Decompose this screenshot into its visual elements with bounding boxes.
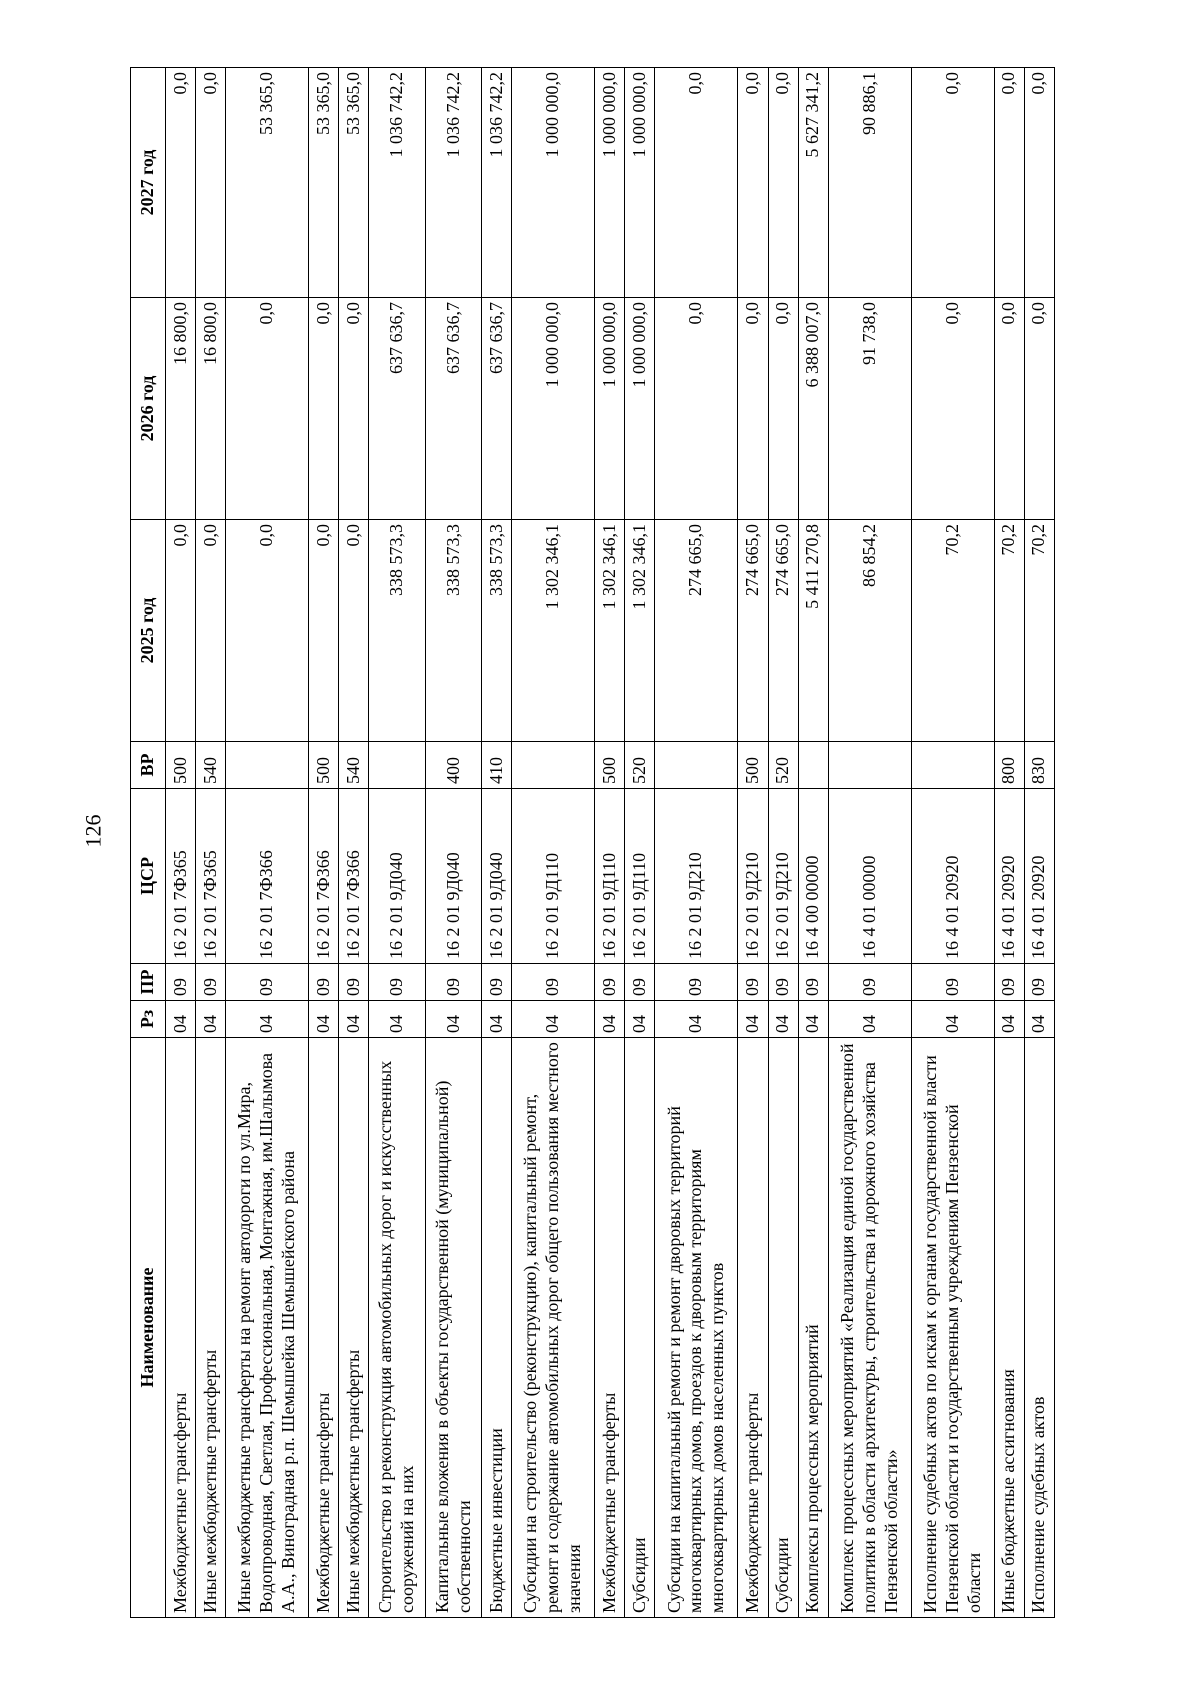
table-header [131,68,166,1618]
cell-csr: 16 2 01 7Ф366 [309,789,339,964]
cell-rz: 04 [595,1001,625,1038]
cell-2027: 0,0 [911,68,994,298]
table-body [166,68,1055,1618]
cell-2027: 0,0 [768,68,798,298]
cell-2026: 637 636,7 [482,298,512,520]
cell-2026: 1 000 000,0 [512,298,595,520]
cell-2027: 53 365,0 [339,68,369,298]
cell-csr: 16 2 01 9Д110 [512,789,595,964]
cell-2027: 53 365,0 [309,68,339,298]
cell-2026: 637 636,7 [369,298,426,520]
cell-rz: 04 [828,1001,911,1038]
cell-name: Исполнение судебных актов по искам к органам государственной власти Пензенской области и государственным учреждениям Пензенской области [911,1038,994,1618]
table-row [309,68,339,1618]
cell-2027: 0,0 [196,68,226,298]
header-row [131,68,166,1618]
cell-rz: 04 [798,1001,828,1038]
cell-2026: 0,0 [738,298,768,520]
cell-csr: 16 4 01 20920 [1024,789,1054,964]
table-row [911,68,994,1618]
cell-2026: 16 800,0 [196,298,226,520]
table-row [339,68,369,1618]
cell-vr: 830 [1024,742,1054,789]
cell-name: Межбюджетные трансферты [595,1038,625,1618]
cell-vr: 540 [339,742,369,789]
cell-rz: 04 [166,1001,196,1038]
cell-rz: 04 [512,1001,595,1038]
rotated-table-wrapper [130,68,1055,1618]
cell-2026: 6 388 007,0 [798,298,828,520]
cell-rz: 04 [425,1001,482,1038]
cell-2025: 274 665,0 [738,520,768,742]
cell-2027: 0,0 [166,68,196,298]
cell-2025: 86 854,2 [828,520,911,742]
table-row [994,68,1024,1618]
cell-csr: 16 2 01 9Д040 [369,789,426,964]
cell-name: Иные межбюджетные трансферты [339,1038,369,1618]
cell-2025: 1 302 346,1 [595,520,625,742]
cell-2025: 0,0 [166,520,196,742]
cell-csr: 16 2 01 7Ф366 [226,789,309,964]
cell-vr [828,742,911,789]
cell-rz: 04 [1024,1001,1054,1038]
cell-2025: 338 573,3 [425,520,482,742]
cell-csr: 16 2 01 9Д040 [482,789,512,964]
table-row [482,68,512,1618]
table-row [738,68,768,1618]
table-row [798,68,828,1618]
cell-name: Иные бюджетные ассигнования [994,1038,1024,1618]
cell-name: Субсидии [625,1038,655,1618]
cell-csr: 16 4 01 20920 [994,789,1024,964]
table-row [425,68,482,1618]
cell-pr: 09 [226,964,309,1001]
cell-rz: 04 [196,1001,226,1038]
cell-pr: 09 [828,964,911,1001]
cell-vr [911,742,994,789]
cell-pr: 09 [595,964,625,1001]
cell-name: Иные межбюджетные трансферты [196,1038,226,1618]
cell-2025: 0,0 [196,520,226,742]
cell-2027: 0,0 [994,68,1024,298]
cell-name: Субсидии [768,1038,798,1618]
cell-csr: 16 2 01 9Д110 [625,789,655,964]
cell-2026: 637 636,7 [425,298,482,520]
cell-2027: 0,0 [1024,68,1054,298]
cell-name: Субсидии на капитальный ремонт и ремонт дворовых территорий многоквартирных домов, проездов к дворовым территориям многоквартирных домов населенных пунктов [655,1038,738,1618]
cell-vr [655,742,738,789]
cell-2025: 70,2 [994,520,1024,742]
cell-2025: 70,2 [1024,520,1054,742]
cell-pr: 09 [738,964,768,1001]
cell-name: Субсидии на строительство (реконструкцию), капитальный ремонт, ремонт и содержание автомобильных дорог общего пользования местного значения [512,1038,595,1618]
cell-csr: 16 2 01 7Ф366 [339,789,369,964]
cell-csr: 16 4 01 20920 [911,789,994,964]
cell-vr: 400 [425,742,482,789]
cell-rz: 04 [309,1001,339,1038]
header-2026: 2026 год [131,298,166,520]
header-vr: ВР [131,742,166,789]
cell-pr: 09 [512,964,595,1001]
cell-vr: 500 [595,742,625,789]
cell-pr: 09 [339,964,369,1001]
table-row [828,68,911,1618]
cell-vr: 410 [482,742,512,789]
cell-vr: 500 [166,742,196,789]
cell-vr [798,742,828,789]
cell-pr: 09 [196,964,226,1001]
cell-rz: 04 [768,1001,798,1038]
cell-name: Строительство и реконструкция автомобильных дорог и искусственных сооружений на них [369,1038,426,1618]
cell-2025: 274 665,0 [768,520,798,742]
cell-rz: 04 [339,1001,369,1038]
cell-2027: 53 365,0 [226,68,309,298]
cell-2026: 1 000 000,0 [625,298,655,520]
table-row [512,68,595,1618]
cell-pr: 09 [798,964,828,1001]
cell-2026: 0,0 [1024,298,1054,520]
header-2025: 2025 год [131,520,166,742]
cell-2025: 0,0 [309,520,339,742]
cell-2026: 16 800,0 [166,298,196,520]
cell-csr: 16 2 01 7Ф365 [196,789,226,964]
cell-pr: 09 [768,964,798,1001]
cell-2026: 0,0 [226,298,309,520]
cell-vr: 520 [625,742,655,789]
cell-name: Межбюджетные трансферты [738,1038,768,1618]
cell-pr: 09 [911,964,994,1001]
cell-vr [226,742,309,789]
header-rz: Рз [131,1001,166,1038]
cell-vr: 540 [196,742,226,789]
cell-2025: 274 665,0 [655,520,738,742]
cell-csr: 16 2 01 9Д210 [768,789,798,964]
cell-2025: 5 411 270,8 [798,520,828,742]
cell-2027: 1 000 000,0 [625,68,655,298]
cell-2027: 1 000 000,0 [512,68,595,298]
cell-2027: 1 036 742,2 [425,68,482,298]
cell-pr: 09 [994,964,1024,1001]
cell-name: Межбюджетные трансферты [309,1038,339,1618]
cell-pr: 09 [369,964,426,1001]
cell-2027: 0,0 [738,68,768,298]
cell-name: Капитальные вложения в объекты государственной (муниципальной) собственности [425,1038,482,1618]
cell-rz: 04 [625,1001,655,1038]
cell-2027: 5 627 341,2 [798,68,828,298]
cell-rz: 04 [911,1001,994,1038]
cell-2027: 90 886,1 [828,68,911,298]
cell-2027: 1 036 742,2 [482,68,512,298]
cell-2027: 0,0 [655,68,738,298]
header-name: Наименование [131,1038,166,1618]
cell-2025: 0,0 [339,520,369,742]
cell-rz: 04 [482,1001,512,1038]
cell-name: Бюджетные инвестиции [482,1038,512,1618]
cell-pr: 09 [166,964,196,1001]
cell-2025: 338 573,3 [482,520,512,742]
cell-2027: 1 000 000,0 [595,68,625,298]
cell-pr: 09 [425,964,482,1001]
cell-pr: 09 [1024,964,1054,1001]
cell-vr: 500 [738,742,768,789]
cell-name: Межбюджетные трансферты [166,1038,196,1618]
cell-2025: 1 302 346,1 [625,520,655,742]
cell-csr: 16 2 01 7Ф365 [166,789,196,964]
cell-name: Исполнение судебных актов [1024,1038,1054,1618]
cell-2026: 1 000 000,0 [595,298,625,520]
table-row [369,68,426,1618]
cell-csr: 16 4 00 00000 [798,789,828,964]
table-row [595,68,625,1618]
cell-rz: 04 [738,1001,768,1038]
cell-rz: 04 [994,1001,1024,1038]
header-csr: ЦСР [131,789,166,964]
table-row [196,68,226,1618]
cell-csr: 16 2 01 9Д210 [655,789,738,964]
cell-vr: 500 [309,742,339,789]
cell-pr: 09 [625,964,655,1001]
cell-rz: 04 [369,1001,426,1038]
table-row [655,68,738,1618]
cell-name: Комплексы процессных мероприятий [798,1038,828,1618]
cell-pr: 09 [482,964,512,1001]
cell-pr: 09 [309,964,339,1001]
cell-name: Иные межбюджетные трансферты на ремонт автодороги по ул.Мира, Водопроводная, Светлая, Профессиональная, Монтажная, им.Шалымова А.А., Виноградная р.п. Шемышейка Шемышейского района [226,1038,309,1618]
cell-vr [512,742,595,789]
cell-2026: 0,0 [655,298,738,520]
cell-rz: 04 [655,1001,738,1038]
cell-2026: 0,0 [768,298,798,520]
page-number: 126 [80,814,106,848]
cell-2025: 1 302 346,1 [512,520,595,742]
table-row [166,68,196,1618]
budget-table [130,67,1055,1618]
cell-2027: 1 036 742,2 [369,68,426,298]
cell-rz: 04 [226,1001,309,1038]
cell-2026: 0,0 [309,298,339,520]
cell-name: Комплекс процессных мероприятий «Реализация единой государственной политики в области архитектуры, строительства и дорожного хозяйства Пензенской области» [828,1038,911,1618]
cell-2025: 0,0 [226,520,309,742]
table-row [226,68,309,1618]
cell-csr: 16 4 01 00000 [828,789,911,964]
cell-csr: 16 2 01 9Д110 [595,789,625,964]
header-pr: ПР [131,964,166,1001]
header-2027: 2027 год [131,68,166,298]
cell-vr: 800 [994,742,1024,789]
cell-pr: 09 [655,964,738,1001]
cell-csr: 16 2 01 9Д040 [425,789,482,964]
cell-2026: 91 738,0 [828,298,911,520]
table-row [768,68,798,1618]
cell-2026: 0,0 [994,298,1024,520]
cell-2025: 338 573,3 [369,520,426,742]
cell-csr: 16 2 01 9Д210 [738,789,768,964]
cell-vr [369,742,426,789]
cell-2025: 70,2 [911,520,994,742]
cell-2026: 0,0 [911,298,994,520]
table-row [625,68,655,1618]
table-row [1024,68,1054,1618]
cell-vr: 520 [768,742,798,789]
cell-2026: 0,0 [339,298,369,520]
